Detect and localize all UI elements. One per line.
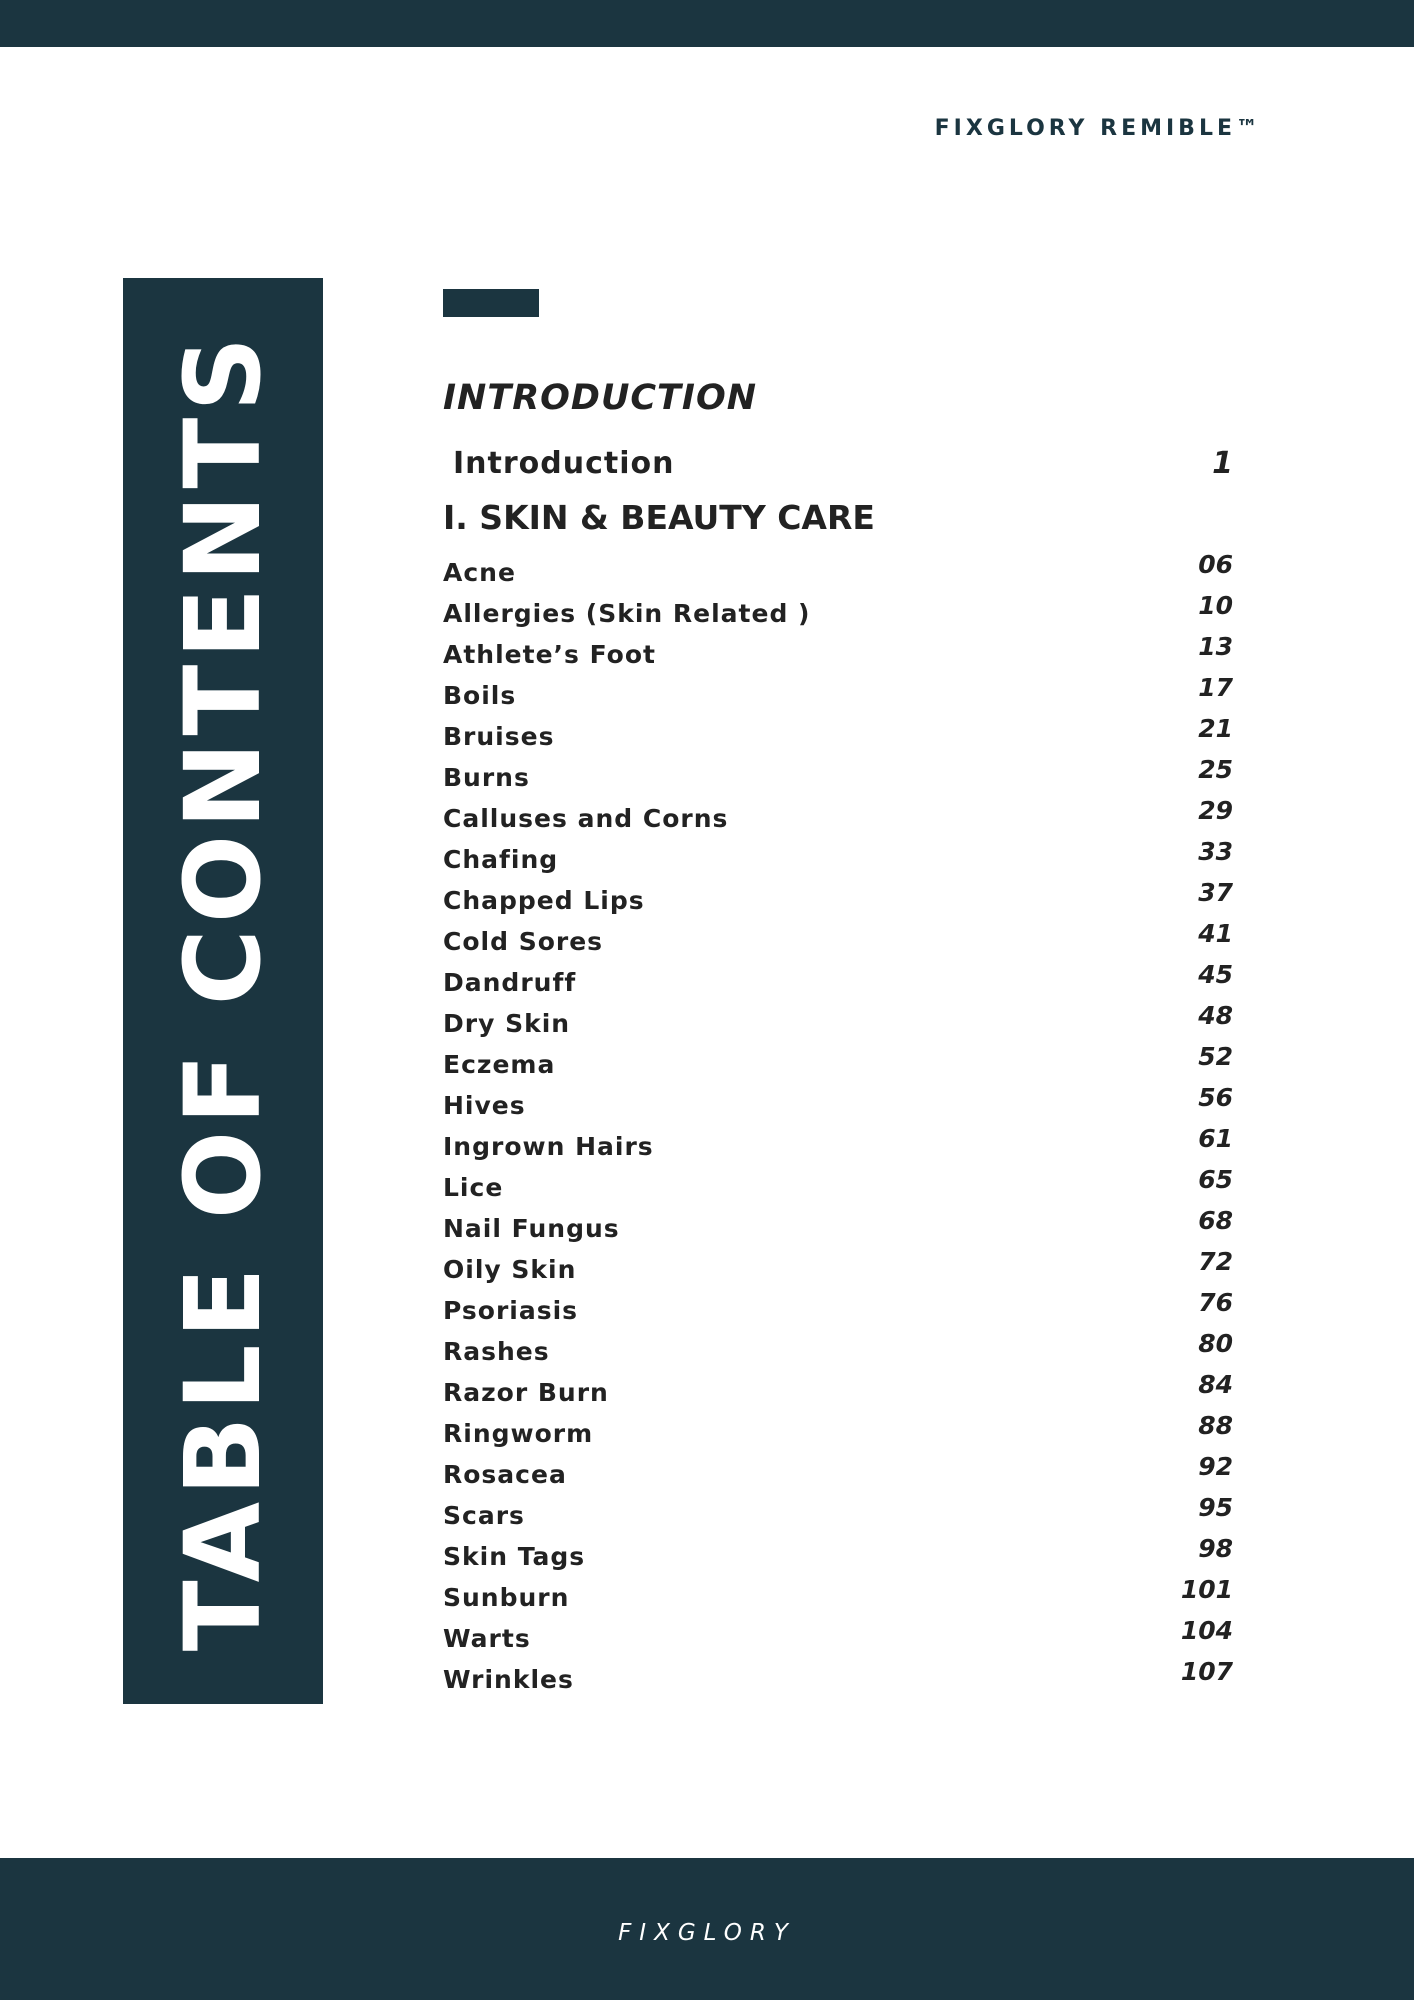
toc-entry-label: Introduction — [453, 446, 675, 481]
toc-entry-label: Dry Skin — [443, 1009, 571, 1038]
toc-entry-label: Warts — [443, 1624, 531, 1653]
side-panel — [123, 278, 323, 1704]
footer-brand: FIXGLORY — [618, 1920, 796, 1946]
toc-entry[interactable] — [443, 550, 1233, 597]
toc-entry-page: 13 — [1198, 632, 1233, 661]
toc-entry[interactable] — [443, 1493, 1233, 1540]
toc-entry-label: Bruises — [443, 722, 555, 751]
toc-entry[interactable] — [443, 1329, 1233, 1376]
toc-entry-page: 61 — [1198, 1124, 1233, 1153]
toc-entry[interactable] — [443, 878, 1233, 925]
toc-entry-label: Chapped Lips — [443, 886, 645, 915]
accent-bar — [443, 289, 539, 317]
toc-entry-label: Calluses and Corns — [443, 804, 729, 833]
toc-entry-label: Ringworm — [443, 1419, 594, 1448]
toc-entry-page: 98 — [1198, 1534, 1233, 1563]
toc-entry-page: 95 — [1198, 1493, 1233, 1522]
toc-entry-page: 21 — [1198, 714, 1233, 743]
toc-entry[interactable] — [443, 632, 1233, 679]
section-heading: INTRODUCTION — [443, 378, 757, 418]
toc-entry-page: 41 — [1198, 919, 1233, 948]
toc-entry-page: 45 — [1198, 960, 1233, 989]
toc-entry-label: Rashes — [443, 1337, 550, 1366]
footer-bar — [0, 1858, 1414, 2000]
toc-entry-page: 52 — [1198, 1042, 1233, 1071]
toc-entry-page: 56 — [1198, 1083, 1233, 1112]
toc-entry-label: Cold Sores — [443, 927, 604, 956]
toc-entry-label: Psoriasis — [443, 1296, 579, 1325]
toc-entry-page: 104 — [1180, 1616, 1233, 1645]
toc-entry-label: Rosacea — [443, 1460, 567, 1489]
toc-entry[interactable] — [443, 1411, 1233, 1458]
toc-list — [443, 550, 1233, 1704]
part-heading: I. SKIN & BEAUTY CARE — [443, 498, 875, 537]
toc-entry-label: Hives — [443, 1091, 526, 1120]
toc-entry-label: Sunburn — [443, 1583, 570, 1612]
brand-name: FIXGLORY REMIBLE™ — [934, 116, 1262, 141]
toc-entry-page: 84 — [1198, 1370, 1233, 1399]
toc-entry-page: 107 — [1180, 1657, 1233, 1686]
table-of-contents-title: TABLE OF CONTENTS — [162, 330, 284, 1652]
toc-entry-label: Skin Tags — [443, 1542, 586, 1571]
toc-entry-label: Burns — [443, 763, 530, 792]
toc-entry[interactable] — [443, 1616, 1233, 1663]
toc-entry-page: 80 — [1198, 1329, 1233, 1358]
toc-entry[interactable] — [443, 755, 1233, 802]
toc-entry-label: Nail Fungus — [443, 1214, 620, 1243]
toc-entry-label: Eczema — [443, 1050, 556, 1079]
toc-entry[interactable] — [443, 796, 1233, 843]
toc-entry[interactable] — [443, 1042, 1233, 1089]
toc-entry-label: Oily Skin — [443, 1255, 577, 1284]
toc-entry[interactable] — [443, 1657, 1233, 1704]
toc-entry-page: 88 — [1198, 1411, 1233, 1440]
toc-intro-entry[interactable] — [453, 446, 1233, 486]
toc-entry-page: 65 — [1198, 1165, 1233, 1194]
toc-entry-page: 37 — [1198, 878, 1233, 907]
toc-entry[interactable] — [443, 837, 1233, 884]
toc-entry-label: Athlete’s Foot — [443, 640, 656, 669]
toc-entry[interactable] — [443, 1001, 1233, 1048]
toc-entry-page: 10 — [1198, 591, 1233, 620]
toc-entry-page: 92 — [1198, 1452, 1233, 1481]
toc-entry-page: 29 — [1198, 796, 1233, 825]
toc-entry-label: Wrinkles — [443, 1665, 574, 1694]
toc-entry-label: Allergies (Skin Related ) — [443, 599, 811, 628]
toc-entry-page: 48 — [1198, 1001, 1233, 1030]
toc-entry[interactable] — [443, 591, 1233, 638]
top-bar — [0, 0, 1414, 47]
toc-entry-label: Acne — [443, 558, 516, 587]
toc-entry-page: 101 — [1180, 1575, 1233, 1604]
toc-entry-label: Ingrown Hairs — [443, 1132, 654, 1161]
toc-entry[interactable] — [443, 1165, 1233, 1212]
toc-entry[interactable] — [443, 1288, 1233, 1335]
toc-entry-label: Scars — [443, 1501, 525, 1530]
toc-entry-page: 06 — [1198, 550, 1233, 579]
toc-entry-page: 76 — [1198, 1288, 1233, 1317]
toc-entry[interactable] — [443, 673, 1233, 720]
toc-entry-label: Dandruff — [443, 968, 577, 997]
toc-entry[interactable] — [443, 1575, 1233, 1622]
toc-entry-label: Lice — [443, 1173, 504, 1202]
toc-entry[interactable] — [443, 714, 1233, 761]
toc-entry[interactable] — [443, 960, 1233, 1007]
toc-entry[interactable] — [443, 1534, 1233, 1581]
toc-entry-label: Boils — [443, 681, 517, 710]
toc-entry-label: Razor Burn — [443, 1378, 609, 1407]
toc-entry[interactable] — [443, 1247, 1233, 1294]
toc-entry-page: 33 — [1198, 837, 1233, 866]
toc-entry[interactable] — [443, 1124, 1233, 1171]
toc-entry-page: 68 — [1198, 1206, 1233, 1235]
toc-entry-page: 1 — [1212, 446, 1233, 481]
toc-entry[interactable] — [443, 1370, 1233, 1417]
toc-entry[interactable] — [443, 919, 1233, 966]
toc-entry[interactable] — [443, 1452, 1233, 1499]
toc-entry-page: 25 — [1198, 755, 1233, 784]
toc-entry-page: 72 — [1198, 1247, 1233, 1276]
toc-entry[interactable] — [443, 1083, 1233, 1130]
toc-entry-page: 17 — [1198, 673, 1233, 702]
toc-entry[interactable] — [443, 1206, 1233, 1253]
toc-entry-label: Chafing — [443, 845, 559, 874]
